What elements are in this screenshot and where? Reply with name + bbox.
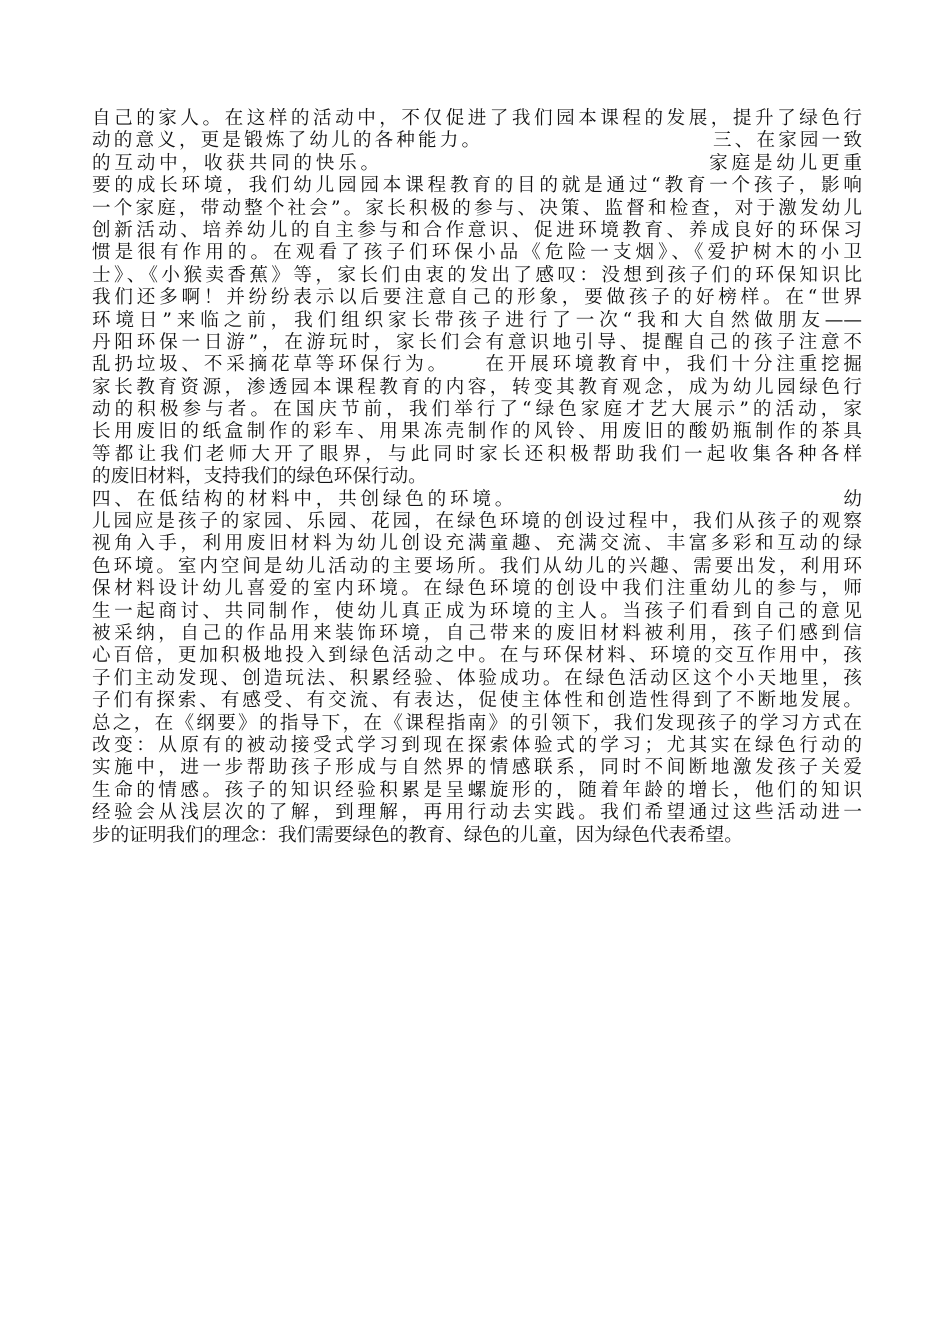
text-line: 子们有探索、有感受、有交流、有表达，促使主体性和创造性得到了不断地发展。 xyxy=(92,690,862,712)
text-line: 创新活动、培养幼儿的自主参与和合作意识、促进环境教育、养成良好的环保习 xyxy=(92,219,862,241)
text-line: 丹阳环保一日游”，在游玩时，家长们会有意识地引导、提醒自己的孩子注意不 xyxy=(92,331,862,353)
text-line: 自己的家人。在这样的活动中，不仅促进了我们园本课程的发展，提升了绿色行 xyxy=(92,108,862,129)
text-line: 视角入手，利用废旧材料为幼儿创设充满童趣、充满交流、丰富多彩和互动的绿 xyxy=(92,533,862,555)
text-line: 经验会从浅层次的了解，到理解，再用行动去实践。我们希望通过这些活动进一 xyxy=(92,802,862,824)
section-heading-line: 四、在低结构的材料中，共创绿色的环境。 幼 xyxy=(92,488,862,510)
text-line: 动的积极参与者。在国庆节前，我们举行了“绿色家庭才艺大展示”的活动，家 xyxy=(92,399,862,421)
text-line: 生命的情感。孩子的知识经验积累是呈螺旋形的，随着年龄的增长，他们的知识 xyxy=(92,779,862,801)
text-line: 的废旧材料，支持我们的绿色环保行动。 xyxy=(92,466,427,488)
text-line: 色环境。室内空间是幼儿活动的主要场所。我们从幼儿的兴趣、需要出发，利用环 xyxy=(92,555,862,577)
text-line: 等都让我们老师大开了眼界，与此同时家长还积极帮助我们一起收集各种各样 xyxy=(92,443,862,465)
text-line: 保材料设计幼儿喜爱的室内环境。在绿色环境的创设中我们注重幼儿的参与，师 xyxy=(92,578,862,600)
text-line: 长用废旧的纸盒制作的彩车、用果冻壳制作的风铃、用废旧的酸奶瓶制作的茶具 xyxy=(92,421,862,443)
text-line: 的互动中，收获共同的快乐。 家庭是幼儿更重 xyxy=(92,152,862,174)
text-line: 改变：从原有的被动接受式学习到现在探索体验式的学习；尤其实在绿色行动的 xyxy=(92,734,862,756)
text-line: 儿园应是孩子的家园、乐园、花园，在绿色环境的创设过程中，我们从孩子的观察 xyxy=(92,511,862,533)
body-text xyxy=(92,108,862,847)
text-line: 乱扔垃圾、不采摘花草等环保行为。 在开展环境教育中，我们十分注重挖掘 xyxy=(92,354,862,376)
text-line: 环境日”来临之前，我们组织家长带孩子进行了一次“我和大自然做朋友—— xyxy=(92,309,862,331)
text-line: 心百倍，更加积极地投入到绿色活动之中。在与环保材料、环境的交互作用中，孩 xyxy=(92,645,862,667)
text-line: 士》、《小猴卖香蕉》等，家长们由衷的发出了感叹：没想到孩子们的环保知识比 xyxy=(92,264,862,286)
text-line: 生一起商讨、共同制作，使幼儿真正成为环境的主人。当孩子们看到自己的意见 xyxy=(92,600,862,622)
text-line: 我们还多啊！并纷纷表示以后要注意自己的形象，要做孩子的好榜样。在“世界 xyxy=(92,287,862,309)
text-line: 一个家庭，带动整个社会”。家长积极的参与、决策、监督和检查，对于激发幼儿 xyxy=(92,197,862,219)
text-line: 被采纳，自己的作品用来装饰环境，自己带来的废旧材料被利用，孩子们感到信 xyxy=(92,622,862,644)
text-line: 子们主动发现、创造玩法、积累经验、体验成功。在绿色活动区这个小天地里，孩 xyxy=(92,667,862,689)
text-line: 要的成长环境，我们幼儿园园本课程教育的目的就是通过“教育一个孩子，影响 xyxy=(92,175,862,197)
text-line: 惯是很有作用的。在观看了孩子们环保小品《危险一支烟》、《爱护树木的小卫 xyxy=(92,242,862,264)
text-line: 家长教育资源，渗透园本课程教育的内容，转变其教育观念，成为幼儿园绿色行 xyxy=(92,376,862,398)
text-line: 步的证明我们的理念：我们需要绿色的教育、绿色的儿童，因为绿色代表希望。 xyxy=(92,824,743,846)
text-line: 实施中，进一步帮助孩子形成与自然界的情感联系，同时不间断地激发孩子关爱 xyxy=(92,757,862,779)
text-line: 动的意义，更是锻炼了幼儿的各种能力。 三、在家园一致 xyxy=(92,130,862,152)
text-line: 总之，在《纲要》的指导下，在《课程指南》的引领下，我们发现孩子的学习方式在 xyxy=(92,712,862,734)
